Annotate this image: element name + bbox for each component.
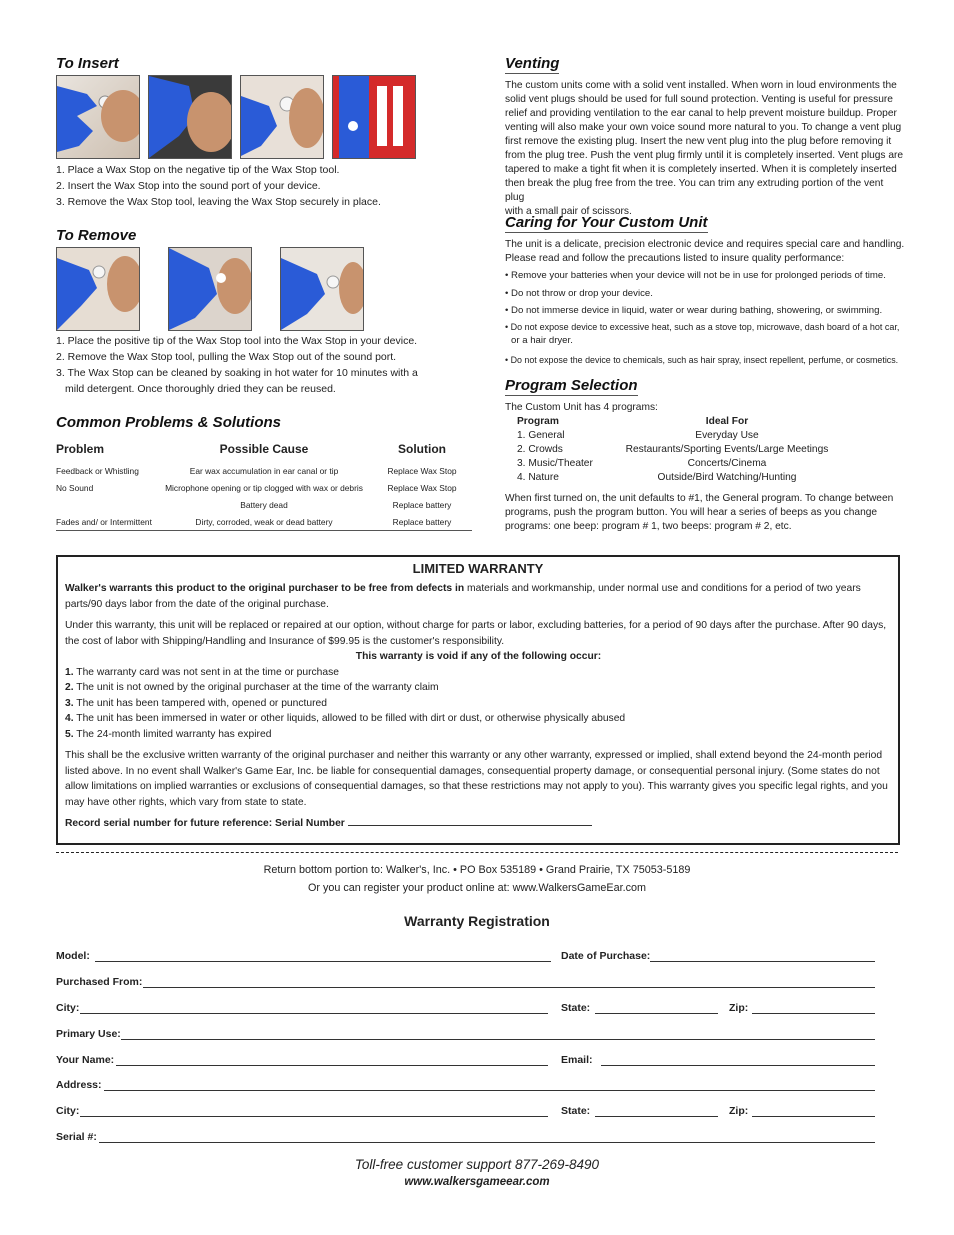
table-row (56, 479, 472, 496)
caring-bullet: • Do not throw or drop your device. (505, 288, 653, 299)
problem-cell: Fades and/ or Intermittent (56, 516, 152, 527)
caring-line: Please read and follow the precautions listed to insure quality performance: (505, 253, 845, 264)
program-line: programs: one beep: program # 1, two beeps: program # 2, etc. (505, 521, 792, 532)
return-address: Return bottom portion to: Walker's, Inc. • PO Box 535189 • Grand Prairie, TX 75053-5189 (263, 864, 691, 876)
register-online: Or you can register your product online at: www.WalkersGameEar.com (307, 882, 647, 894)
city-label-2: City: (56, 1105, 80, 1117)
venting-line: The custom units come with a solid vent installed. When worn in loud environments the (505, 80, 897, 91)
city-label: City: (56, 1002, 80, 1014)
caring-bullet: • Do not expose the device to chemicals, such as hair spray, insect repellent, perfume, or cosmetics. (505, 355, 899, 365)
cause-cell: Ear wax accumulation in ear canal or tip (189, 465, 339, 476)
table-row (56, 513, 472, 531)
remove-photo-2 (168, 247, 252, 331)
registration-title: Warranty Registration (404, 913, 550, 929)
name-field[interactable] (116, 1065, 548, 1066)
zip-label: Zip: (729, 1002, 749, 1014)
insert-photo-1 (56, 75, 140, 159)
remove-step: 3. The Wax Stop can be cleaned by soaking in hot water for 10 minutes with a (56, 367, 418, 379)
warranty-title: LIMITED WARRANTY (412, 561, 544, 576)
void-title: This warranty is void if any of the following occur: (355, 651, 602, 662)
state-label: State: (561, 1002, 591, 1014)
remove-steps (56, 333, 418, 397)
city-field-2[interactable] (80, 1116, 548, 1117)
void-item: 5. The 24-month limited warranty has expired (65, 728, 272, 740)
cut-line (56, 852, 898, 853)
venting-heading: Venting (505, 55, 560, 72)
state-label-2: State: (561, 1105, 591, 1117)
venting-line: tapered to make a tight fit when it is completely inserted. When it is completely inserted (505, 164, 897, 175)
table-row (56, 496, 472, 513)
serial-record: Record serial number for future reference: Serial Number (65, 816, 892, 832)
caring-heading: Caring for Your Custom Unit (505, 214, 708, 231)
date-label: Date of Purchase: (561, 950, 651, 962)
insert-step: 2. Insert the Wax Stop into the sound port of your device. (56, 180, 321, 192)
caring-intro (505, 238, 905, 266)
insert-photo-4 (332, 75, 416, 159)
program-row: 3. Music/Theater Concerts/Cinema (517, 458, 767, 469)
program-heading: Program Selection (505, 377, 638, 394)
program-row: 4. Nature Outside/Bird Watching/Hunting (517, 472, 797, 483)
ideal-col-header: Ideal For (705, 416, 749, 427)
venting-line: first remove the existing plug. Insert the new vent plug into the plug before removing it (505, 136, 892, 147)
program-row: 2. Crowds Restaurants/Sporting Events/Large Meetings (517, 444, 829, 455)
problems-table (56, 442, 472, 531)
warranty-body (65, 581, 892, 832)
col-solution: Solution (398, 442, 446, 456)
venting-line: relief and providing ventilation to the ear canal to help prevent moisture buildup. Proper (505, 108, 897, 119)
cause-cell: Microphone opening or tip clogged with wax or debris (165, 482, 363, 493)
zip-label-2: Zip: (729, 1105, 749, 1117)
purchased-field[interactable] (143, 987, 875, 988)
table-row (56, 462, 472, 479)
col-problem: Problem (56, 442, 105, 456)
email-field[interactable] (601, 1065, 875, 1066)
insert-steps (56, 162, 381, 210)
caring-bullet: • Do not expose device to excessive heat, such as a stove top, microwave, dash board of a hot car, (505, 322, 900, 332)
insert-step: 3. Remove the Wax Stop tool, leaving the Wax Stop securely in place. (56, 196, 381, 208)
solution-cell: Replace Wax Stop (387, 465, 457, 476)
caring-bullet: or a hair dryer. (511, 335, 573, 346)
insert-photo-2 (148, 75, 232, 159)
warranty-para-3: This shall be the exclusive written warranty of the original purchaser and neither this warranty or any other warranty, expressed or implied, shall extend beyond the 24-month period listed above. In no event shall Walker's Game Ear, Inc. be liable for consequential damages, consequential property damage, or consequential personal injury. (Some states do not allow limitations on implied warranties or exclusions of consequential damages, so that these restrictions may not apply to you). This warranty gives you specific legal rights, and you may have other rights, which vary from state to state. (65, 750, 888, 808)
remove-photo-3 (280, 247, 364, 331)
program-line: When first turned on, the unit defaults to #1, the General program. To change between (505, 493, 894, 504)
caring-bullet: • Do not immerse device in liquid, water or wear during bathing, showering, or swimming. (505, 305, 883, 316)
problem-cell (56, 496, 156, 513)
zip-field[interactable] (752, 1013, 875, 1014)
warranty-para-1: Walker's warrants this product to the original purchaser to be free from defects in materials and workmanship, under normal use and conditions for a period of two years parts/90 days labor from the date of the original purchase. (65, 583, 861, 610)
return-info (0, 861, 954, 897)
program-intro: The Custom Unit has 4 programs: (505, 402, 658, 413)
insert-photo-3 (240, 75, 324, 159)
serial-field[interactable] (99, 1142, 875, 1143)
address-label: Address: (56, 1079, 102, 1091)
remove-step: 2. Remove the Wax Stop tool, pulling the Wax Stop out of the sound port. (56, 351, 397, 363)
solution-cell: Replace battery (392, 516, 452, 527)
to-insert-heading: To Insert (56, 55, 119, 72)
void-item: 2. The unit is not owned by the original purchaser at the time of the warranty claim (65, 682, 439, 693)
program-table (517, 415, 907, 485)
caring-bullets (505, 270, 905, 365)
program-row: 1. General Everyday Use (517, 430, 759, 441)
primary-use-label: Primary Use: (56, 1028, 121, 1040)
venting-line: venting will also make your own voice sound more natural to you. To change a vent plug (505, 122, 902, 133)
caring-bullet: • Remove your batteries when your device will not be in use for prolonged periods of time. (505, 270, 886, 281)
cause-cell: Battery dead (240, 499, 288, 510)
warranty-para-2: Under this warranty, this unit will be replaced or repaired at our option, without charge for parts or labor, excluding batteries, for a period of 90 days after the purchase. After 90 days, the cost of labor with Shipping/Handling and Insurance of $99.95 is the customer's responsibility. (65, 620, 887, 647)
program-line: programs, push the program button. You will hear a series of beeps as you change (505, 507, 878, 518)
limited-warranty-box (56, 555, 900, 845)
remove-step: 1. Place the positive tip of the Wax Stop tool into the Wax Stop in your device. (56, 335, 418, 347)
venting-line: from the plug tree. Push the vent plug firmly until it is completely inserted. Vent plugs are (505, 150, 904, 161)
solution-cell: Replace battery (392, 499, 452, 510)
to-remove-heading: To Remove (56, 227, 137, 244)
caring-line: The unit is a delicate, precision electronic device and requires special care and handling. (505, 239, 905, 250)
venting-text (505, 79, 905, 219)
cause-cell: Dirty, corroded, weak or dead battery (195, 516, 333, 527)
state-field-2[interactable] (595, 1116, 718, 1117)
void-item: 4. The unit has been immersed in water or other liquids, allowed to be filled with dirt or dust, or otherwise physically abused (65, 713, 626, 724)
serial-label: Serial #: (56, 1131, 97, 1143)
col-cause: Possible Cause (219, 442, 309, 456)
insert-step: 1. Place a Wax Stop on the negative tip of the Wax Stop tool. (56, 164, 340, 176)
serial-number-field[interactable] (348, 825, 592, 826)
venting-line: with a small pair of scissors. (505, 206, 632, 217)
address-field[interactable] (104, 1090, 875, 1091)
problems-heading: Common Problems & Solutions (56, 414, 282, 431)
name-label: Your Name: (56, 1054, 115, 1066)
venting-line: solid vent plugs should be used for full sound protection. Venting is useful for pressure (505, 94, 893, 105)
problem-cell: Feedback or Whistling (56, 465, 139, 476)
solution-cell: Replace Wax Stop (387, 482, 457, 493)
purchased-label: Purchased From: (56, 976, 143, 988)
state-field[interactable] (595, 1013, 718, 1014)
website-link[interactable]: www.walkersgameear.com (404, 1176, 550, 1188)
venting-line: then break the plug free from the tree. You can trim any extruding portion of the vent plug (505, 178, 884, 203)
email-label: Email: (561, 1054, 593, 1066)
model-field[interactable] (95, 961, 551, 962)
problem-cell: No Sound (56, 482, 94, 493)
city-field[interactable] (80, 1013, 548, 1014)
void-item: 3. The unit has been tampered with, opened or punctured (65, 697, 328, 709)
support-line: Toll-free customer support 877-269-8490 (354, 1157, 600, 1172)
remove-step: mild detergent. Once thoroughly dried they can be reused. (65, 383, 336, 395)
void-item: 1. The warranty card was not sent in at the time or purchase (65, 666, 339, 678)
model-label: Model: (56, 950, 90, 962)
program-col-header: Program (517, 416, 559, 427)
program-outro (505, 492, 905, 534)
primary-use-field[interactable] (121, 1039, 875, 1040)
remove-photo-1 (56, 247, 140, 331)
date-field[interactable] (650, 961, 875, 962)
zip-field-2[interactable] (752, 1116, 875, 1117)
